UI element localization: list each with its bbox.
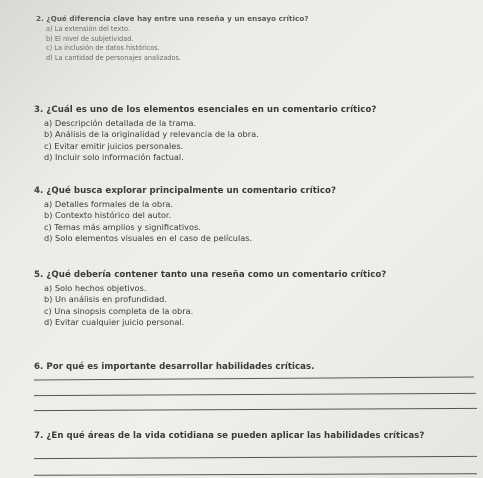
option-c: c) Una sinopsis completa de la obra. [44, 305, 194, 316]
question-text: 7. ¿En qué áreas de la vida cotidiana se pueden aplicar las habilidades críticas? [34, 431, 425, 441]
option-c: c) Temas más amplios y significativos. [44, 221, 201, 232]
option-a: a) Descripción detallada de la trama. [44, 118, 197, 128]
answer-line[interactable] [34, 473, 477, 476]
option-c: c) Evitar emitir juicios personales. [44, 140, 184, 151]
question-5 [34, 270, 477, 329]
question-3 [34, 105, 477, 164]
option-b: b) Un análisis en profundidad. [44, 294, 167, 305]
answer-line[interactable] [34, 408, 477, 411]
question-7 [34, 431, 477, 442]
option-d: d) La cantidad de personajes analizados. [46, 53, 182, 62]
option-a: a) Detalles formales de la obra. [44, 199, 174, 209]
option-b: b) El nivel de subjetividad. [46, 34, 134, 43]
option-a: a) La extensión del texto. [46, 25, 130, 33]
question-2 [36, 14, 477, 63]
options-list [44, 118, 477, 164]
question-text: 6. Por qué es importante desarrollar habilidades críticas. [34, 362, 315, 372]
option-d: d) Evitar cualquier juicio personal. [44, 317, 185, 328]
options-list [46, 25, 477, 63]
question-text: 4. ¿Qué busca explorar principalmente un comentario crítico? [34, 186, 337, 196]
question-4 [34, 186, 477, 245]
option-b: b) Contexto histórico del autor. [44, 210, 172, 221]
option-d: d) Incluir solo información factual. [44, 152, 184, 163]
option-d: d) Solo elementos visuales en el caso de películas. [44, 233, 253, 244]
question-text: 5. ¿Qué debería contener tanto una reseña como un comentario crítico? [34, 270, 387, 280]
question-text: 2. ¿Qué diferencia clave hay entre una reseña y un ensayo crítico? [36, 14, 309, 23]
answer-line[interactable] [34, 456, 477, 459]
answer-line[interactable] [34, 376, 474, 380]
question-6 [34, 362, 477, 373]
question-text: 3. ¿Cuál es uno de los elementos esenciales en un comentario crítico? [34, 105, 377, 115]
answer-line[interactable] [34, 393, 476, 396]
option-c: c) La inclusión de datos históricos. [46, 44, 160, 53]
options-list [44, 199, 477, 245]
option-a: a) Solo hechos objetivos. [44, 283, 147, 293]
options-list [44, 283, 477, 329]
option-b: b) Análisis de la originalidad y relevancia de la obra. [44, 129, 259, 140]
